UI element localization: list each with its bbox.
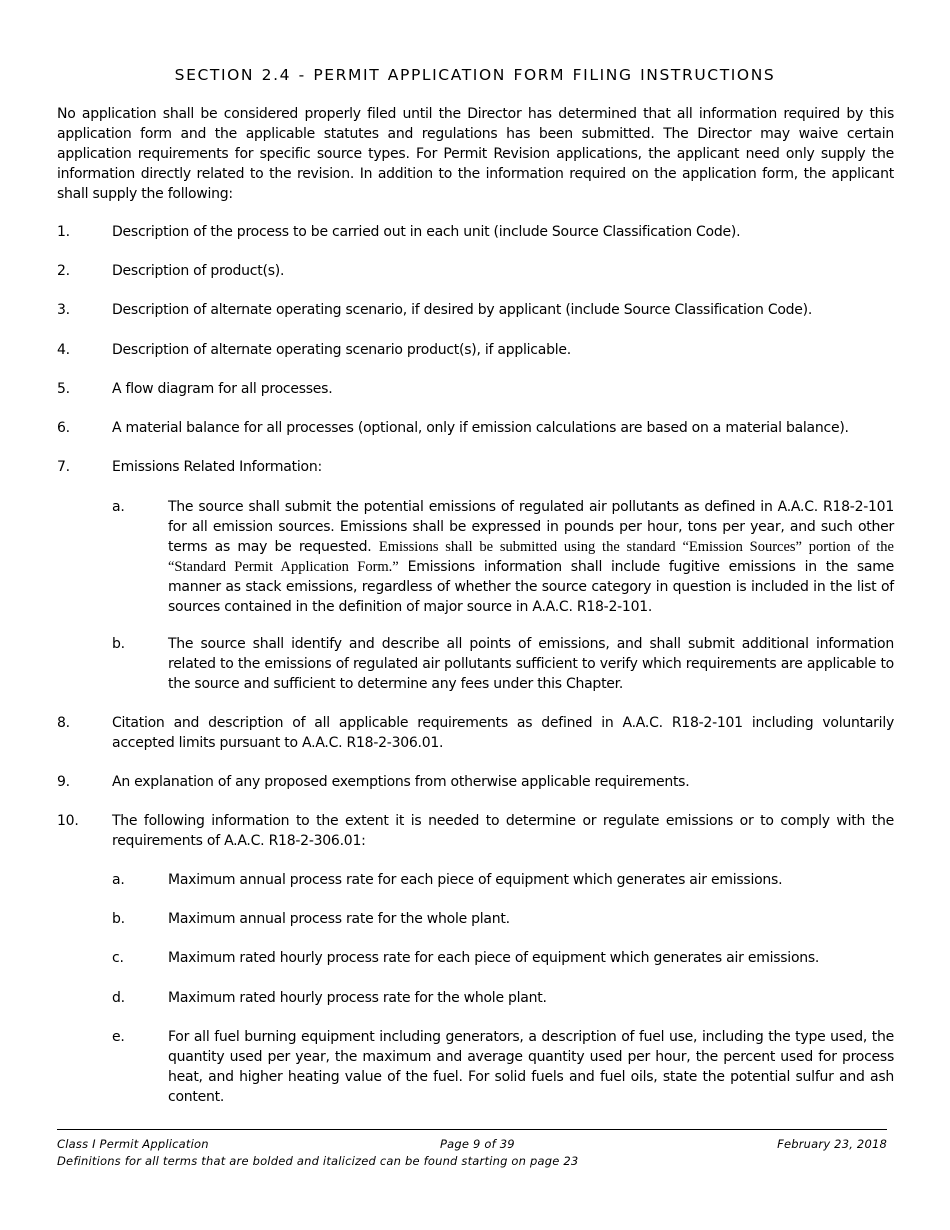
sub-number: e. (112, 1029, 125, 1045)
list-text: The following information to the extent it is needed to determine or regulate emissions or to comply with the requirements of A.A.C. R18-2-306.01: (112, 813, 894, 849)
sub-item-10a (112, 870, 894, 890)
sub-text: For all fuel burning equipment including generators, a description of fuel use, including the type used, the quantity used per year, the maximum and average quantity used per hour, the percent used for process heat, and higher heating value of the fuel. For solid fuels and fuel oils, state the potential sulfur and ash content. (168, 1029, 894, 1105)
list-item-6 (57, 418, 894, 438)
list-number: 4. (57, 342, 70, 358)
sub-text-part1: The source shall submit the potential emissions of regulated air pollutants as defined in A.A.C. R18-2-101 for all emission sources. Emissions shall be expressed in pounds per hour, tons per year, and such other terms as may be requested. (168, 499, 894, 555)
list-number: 3. (57, 302, 70, 318)
list-text: Description of alternate operating scenario, if desired by applicant (include Source Classification Code). (112, 302, 813, 318)
list-item-7 (57, 457, 894, 477)
list-item-4 (57, 340, 894, 360)
list-number: 7. (57, 459, 70, 475)
sub-number: d. (112, 990, 125, 1006)
intro-paragraph: No application shall be considered properly filed until the Director has determined that all information required by this application form and the applicable statutes and regulations has been submitted. The Director may waive certain application requirements for specific source types. For Permit Revision applications, the applicant need only supply the information directly related to the revision. In addition to the information required on the application form, the applicant shall supply the following: (57, 106, 894, 202)
sub-text-part2: Emissions shall be submitted using the standard “Emission Sources” portion of the “Standard Permit Application Form.” (168, 539, 894, 575)
footer-page-number: Page 9 of 39 (440, 1137, 515, 1151)
sub-item-7b (112, 634, 894, 694)
list-number: 6. (57, 420, 70, 436)
sub-number: a. (112, 872, 125, 888)
list-number: 10. (57, 813, 79, 829)
footer-date: February 23, 2018 (777, 1137, 887, 1151)
list-item-5 (57, 379, 894, 399)
list-item-1 (57, 222, 894, 242)
sub-number: b. (112, 636, 125, 652)
sub-text: Maximum rated hourly process rate for each piece of equipment which generates air emissions. (168, 950, 820, 966)
sub-text: Maximum rated hourly process rate for the whole plant. (168, 990, 547, 1006)
sub-number: c. (112, 950, 124, 966)
list-text: Citation and description of all applicable requirements as defined in A.A.C. R18-2-101 including voluntarily accepted limits pursuant to A.A.C. R18-2-306.01. (112, 715, 894, 751)
list-item-10 (57, 811, 894, 851)
sub-text: Maximum annual process rate for the whole plant. (168, 911, 510, 927)
list-text: Description of the process to be carried out in each unit (include Source Classification Code). (112, 224, 741, 240)
sub-item-7a (112, 497, 894, 617)
sub-item-10c (112, 948, 894, 968)
sub-item-10e (112, 1027, 894, 1107)
footer-definitions-note: Definitions for all terms that are bolded and italicized can be found starting on page 23 (57, 1154, 579, 1168)
list-item-3 (57, 300, 894, 320)
list-number: 8. (57, 715, 70, 731)
sub-text (168, 497, 894, 617)
list-text: Emissions Related Information: (112, 459, 322, 475)
sub-number: a. (112, 499, 125, 515)
list-number: 2. (57, 263, 70, 279)
list-text: A flow diagram for all processes. (112, 381, 333, 397)
sub-text: The source shall identify and describe all points of emissions, and shall submit additional information related to the emissions of regulated air pollutants sufficient to verify which requirements are applicable to the source and sufficient to determine any fees under this Chapter. (168, 636, 894, 692)
list-item-9 (57, 772, 894, 792)
list-number: 1. (57, 224, 70, 240)
list-number: 5. (57, 381, 70, 397)
list-text: Description of product(s). (112, 263, 285, 279)
sub-text-part3: Emissions information shall include fugitive emissions in the same manner as stack emissions, regardless of whether the source category in question is included in the list of sources contained in the definition of major source in A.A.C. R18-2-101. (168, 559, 894, 615)
list-number: 9. (57, 774, 70, 790)
sub-text: Maximum annual process rate for each piece of equipment which generates air emissions. (168, 872, 783, 888)
footer-document-name: Class I Permit Application (57, 1137, 209, 1151)
list-item-8 (57, 713, 894, 753)
list-text: A material balance for all processes (optional, only if emission calculations are based on a material balance). (112, 420, 849, 436)
sub-item-10b (112, 909, 894, 929)
footer-divider (57, 1129, 887, 1130)
list-text: An explanation of any proposed exemptions from otherwise applicable requirements. (112, 774, 690, 790)
sub-item-10d (112, 988, 894, 1008)
sub-number: b. (112, 911, 125, 927)
section-title: SECTION 2.4 - PERMIT APPLICATION FORM FILING INSTRUCTIONS (174, 66, 776, 84)
list-item-2 (57, 261, 894, 281)
list-text: Description of alternate operating scenario product(s), if applicable. (112, 342, 571, 358)
